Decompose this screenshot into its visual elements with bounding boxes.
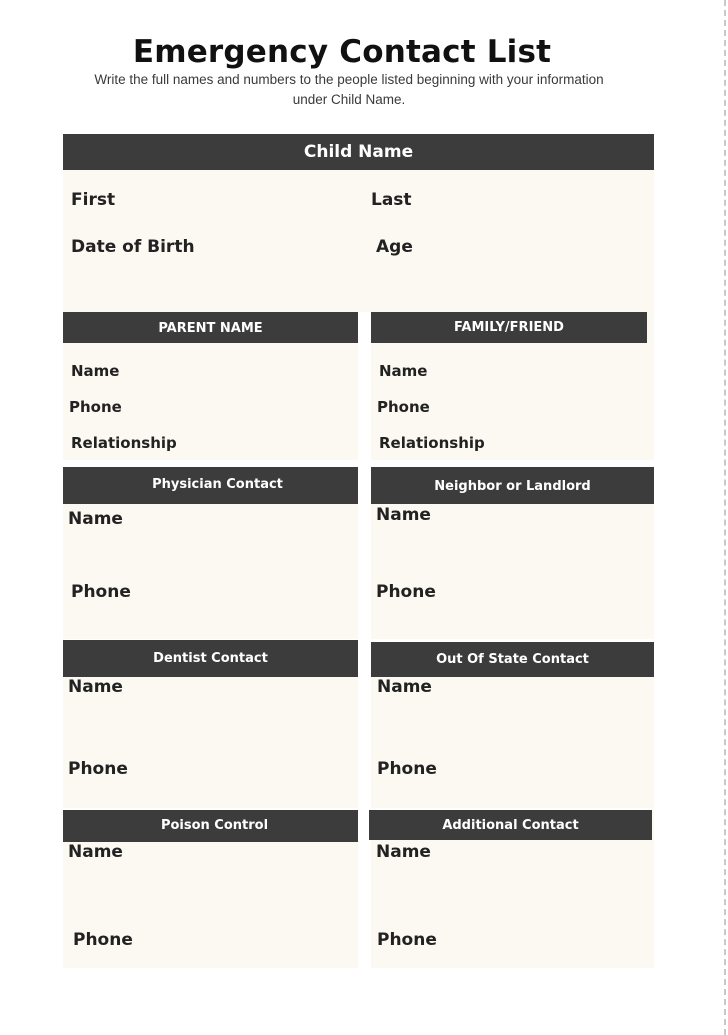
family-relationship-label[interactable]: Relationship (379, 434, 485, 452)
family-name-label[interactable]: Name (379, 362, 428, 380)
physician-name-label[interactable]: Name (68, 509, 123, 529)
out-of-state-header: Out Of State Contact (371, 642, 654, 677)
neighbor-header: Neighbor or Landlord (371, 467, 654, 504)
physician-phone-label[interactable]: Phone (71, 582, 131, 602)
page-edge-dashed-line (724, 0, 726, 1035)
additional-name-label[interactable]: Name (376, 842, 431, 862)
child-dob-label[interactable]: Date of Birth (71, 237, 195, 257)
parent-phone-label[interactable]: Phone (69, 398, 122, 416)
out-of-state-name-label[interactable]: Name (377, 677, 432, 697)
family-phone-label[interactable]: Phone (377, 398, 430, 416)
dentist-header: Dentist Contact (63, 640, 358, 677)
poison-name-label[interactable]: Name (68, 842, 123, 862)
child-first-label[interactable]: First (71, 190, 116, 210)
child-last-label[interactable]: Last (371, 190, 412, 210)
physician-header: Physician Contact (63, 467, 358, 504)
additional-phone-label[interactable]: Phone (377, 930, 437, 950)
neighbor-phone-label[interactable]: Phone (376, 582, 436, 602)
neighbor-name-label[interactable]: Name (376, 505, 431, 525)
page-title: Emergency Contact List (132, 34, 552, 70)
family-friend-header: FAMILY/FRIEND (371, 312, 647, 343)
parent-relationship-label[interactable]: Relationship (71, 434, 177, 452)
out-of-state-phone-label[interactable]: Phone (377, 759, 437, 779)
poison-phone-label[interactable]: Phone (73, 930, 133, 950)
child-name-header: Child Name (63, 134, 654, 170)
poison-control-header: Poison Control (63, 810, 358, 842)
dentist-phone-label[interactable]: Phone (68, 759, 128, 779)
additional-contact-header: Additional Contact (369, 810, 652, 840)
instructions-text: Write the full names and numbers to the people listed beginning with your information under Child Name. (94, 72, 604, 107)
child-age-label[interactable]: Age (376, 237, 413, 257)
dentist-name-label[interactable]: Name (68, 677, 123, 697)
parent-header: PARENT NAME (63, 312, 358, 343)
parent-name-label[interactable]: Name (71, 362, 120, 380)
